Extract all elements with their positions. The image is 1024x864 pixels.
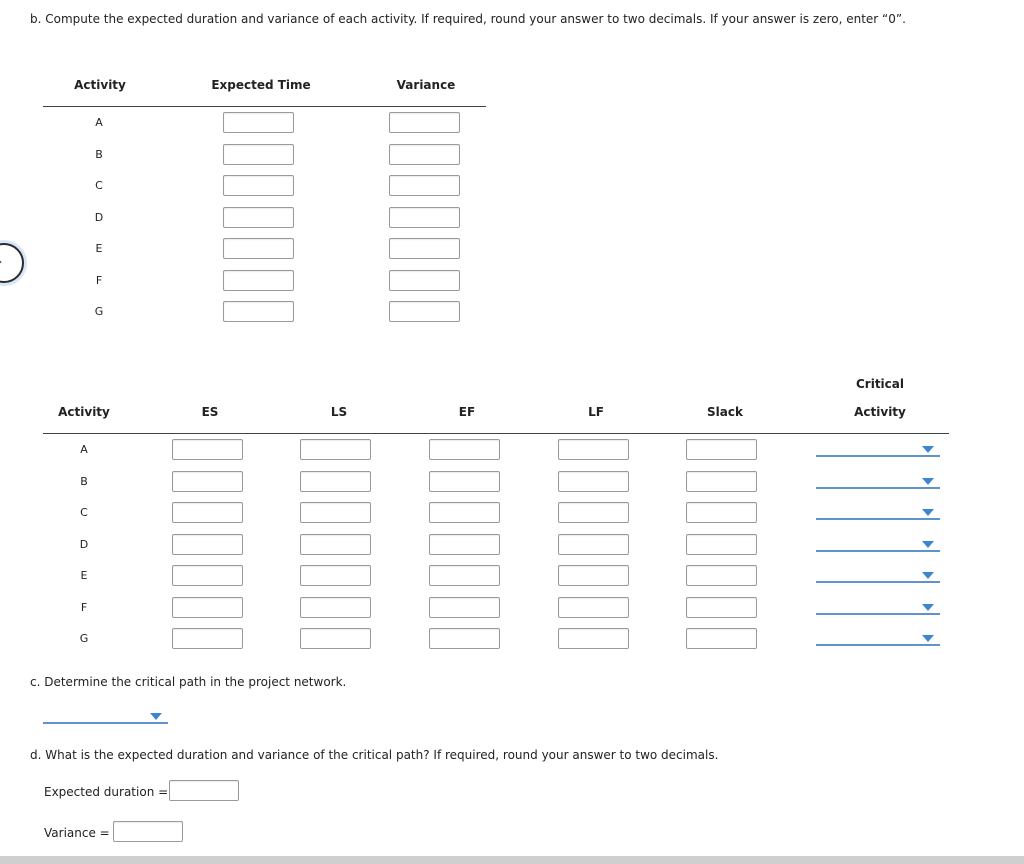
- critical-activity-dropdown[interactable]: [816, 538, 940, 552]
- critical-activity-dropdown[interactable]: [816, 443, 940, 457]
- ls-input[interactable]: [300, 502, 371, 523]
- nav-arrow-icon[interactable]: [0, 243, 24, 283]
- ls-input[interactable]: [300, 439, 371, 460]
- expected-time-input[interactable]: [223, 270, 294, 291]
- variance-input[interactable]: [113, 821, 183, 842]
- header-critical-activity: Activity: [854, 405, 906, 419]
- header-expected-time: Expected Time: [211, 78, 311, 92]
- variance-input[interactable]: [389, 238, 460, 259]
- ef-input[interactable]: [429, 534, 500, 555]
- header-ls: LS: [330, 405, 348, 419]
- chevron-down-icon: [922, 604, 934, 611]
- table-divider: [43, 433, 949, 434]
- critical-activity-dropdown[interactable]: [816, 475, 940, 489]
- ef-input[interactable]: [429, 565, 500, 586]
- chevron-down-icon: [922, 478, 934, 485]
- chevron-down-icon: [922, 572, 934, 579]
- activity-label: D: [79, 537, 89, 551]
- ls-input[interactable]: [300, 597, 371, 618]
- es-input[interactable]: [172, 471, 243, 492]
- part-c-prompt: c. Determine the critical path in the project network.: [30, 675, 347, 689]
- slack-input[interactable]: [686, 502, 757, 523]
- lf-input[interactable]: [558, 597, 629, 618]
- expected-time-input[interactable]: [223, 112, 294, 133]
- part-b-prompt: b. Compute the expected duration and variance of each activity. If required, round your answer to two decimals. If your answer is zero, enter “0”.: [30, 12, 906, 26]
- slack-input[interactable]: [686, 439, 757, 460]
- lf-input[interactable]: [558, 628, 629, 649]
- ls-input[interactable]: [300, 471, 371, 492]
- ef-input[interactable]: [429, 471, 500, 492]
- lf-input[interactable]: [558, 439, 629, 460]
- chevron-down-icon: [922, 635, 934, 642]
- lf-input[interactable]: [558, 502, 629, 523]
- critical-activity-dropdown[interactable]: [816, 601, 940, 615]
- expected-duration-label: Expected duration =: [44, 785, 169, 799]
- activity-label: E: [95, 242, 103, 255]
- activity-label: B: [95, 147, 103, 161]
- header-es: ES: [201, 405, 219, 419]
- activity-label: B: [80, 474, 88, 488]
- variance-input[interactable]: [389, 270, 460, 291]
- part-d-prompt: d. What is the expected duration and variance of the critical path? If required, round your answer to two decimals.: [30, 748, 719, 762]
- table-divider: [43, 106, 486, 107]
- es-input[interactable]: [172, 628, 243, 649]
- expected-time-input[interactable]: [223, 207, 294, 228]
- ls-input[interactable]: [300, 565, 371, 586]
- header-slack: Slack: [707, 405, 743, 419]
- lf-input[interactable]: [558, 471, 629, 492]
- ls-input[interactable]: [300, 628, 371, 649]
- header-activity: Activity: [58, 405, 110, 419]
- critical-activity-dropdown[interactable]: [816, 506, 940, 520]
- chevron-down-icon: [922, 446, 934, 453]
- slack-input[interactable]: [686, 597, 757, 618]
- activity-label: C: [80, 506, 88, 519]
- header-activity: Activity: [74, 78, 126, 92]
- chevron-down-icon: [922, 509, 934, 516]
- critical-activity-dropdown[interactable]: [816, 632, 940, 646]
- lf-input[interactable]: [558, 534, 629, 555]
- expected-time-input[interactable]: [223, 144, 294, 165]
- es-input[interactable]: [172, 534, 243, 555]
- lf-input[interactable]: [558, 565, 629, 586]
- expected-duration-input[interactable]: [169, 780, 239, 801]
- chevron-down-icon: [150, 713, 162, 720]
- variance-input[interactable]: [389, 301, 460, 322]
- variance-input[interactable]: [389, 144, 460, 165]
- ls-input[interactable]: [300, 534, 371, 555]
- activity-label: G: [94, 305, 104, 318]
- chevron-down-icon: [922, 541, 934, 548]
- expected-time-input[interactable]: [223, 175, 294, 196]
- ef-input[interactable]: [429, 439, 500, 460]
- activity-label: C: [95, 179, 103, 192]
- header-ef: EF: [458, 405, 476, 419]
- slack-input[interactable]: [686, 534, 757, 555]
- header-lf: LF: [588, 405, 604, 419]
- es-input[interactable]: [172, 439, 243, 460]
- es-input[interactable]: [172, 565, 243, 586]
- variance-input[interactable]: [389, 112, 460, 133]
- critical-activity-dropdown[interactable]: [816, 569, 940, 583]
- header-variance: Variance: [396, 78, 456, 92]
- expected-time-input[interactable]: [223, 301, 294, 322]
- ef-input[interactable]: [429, 628, 500, 649]
- variance-input[interactable]: [389, 207, 460, 228]
- activity-label: D: [94, 210, 104, 224]
- activity-label: F: [95, 273, 103, 287]
- activity-label: G: [79, 632, 89, 645]
- activity-label: E: [80, 569, 88, 582]
- slack-input[interactable]: [686, 565, 757, 586]
- expected-time-input[interactable]: [223, 238, 294, 259]
- activity-label: A: [95, 116, 103, 129]
- activity-label: F: [80, 600, 88, 614]
- ef-input[interactable]: [429, 597, 500, 618]
- es-input[interactable]: [172, 502, 243, 523]
- ef-input[interactable]: [429, 502, 500, 523]
- bottom-scrollbar[interactable]: [0, 856, 1024, 864]
- variance-input[interactable]: [389, 175, 460, 196]
- header-critical: Critical: [855, 377, 904, 391]
- activity-label: A: [80, 443, 88, 456]
- slack-input[interactable]: [686, 628, 757, 649]
- es-input[interactable]: [172, 597, 243, 618]
- variance-label: Variance =: [44, 826, 110, 840]
- critical-path-dropdown[interactable]: [43, 710, 168, 724]
- slack-input[interactable]: [686, 471, 757, 492]
